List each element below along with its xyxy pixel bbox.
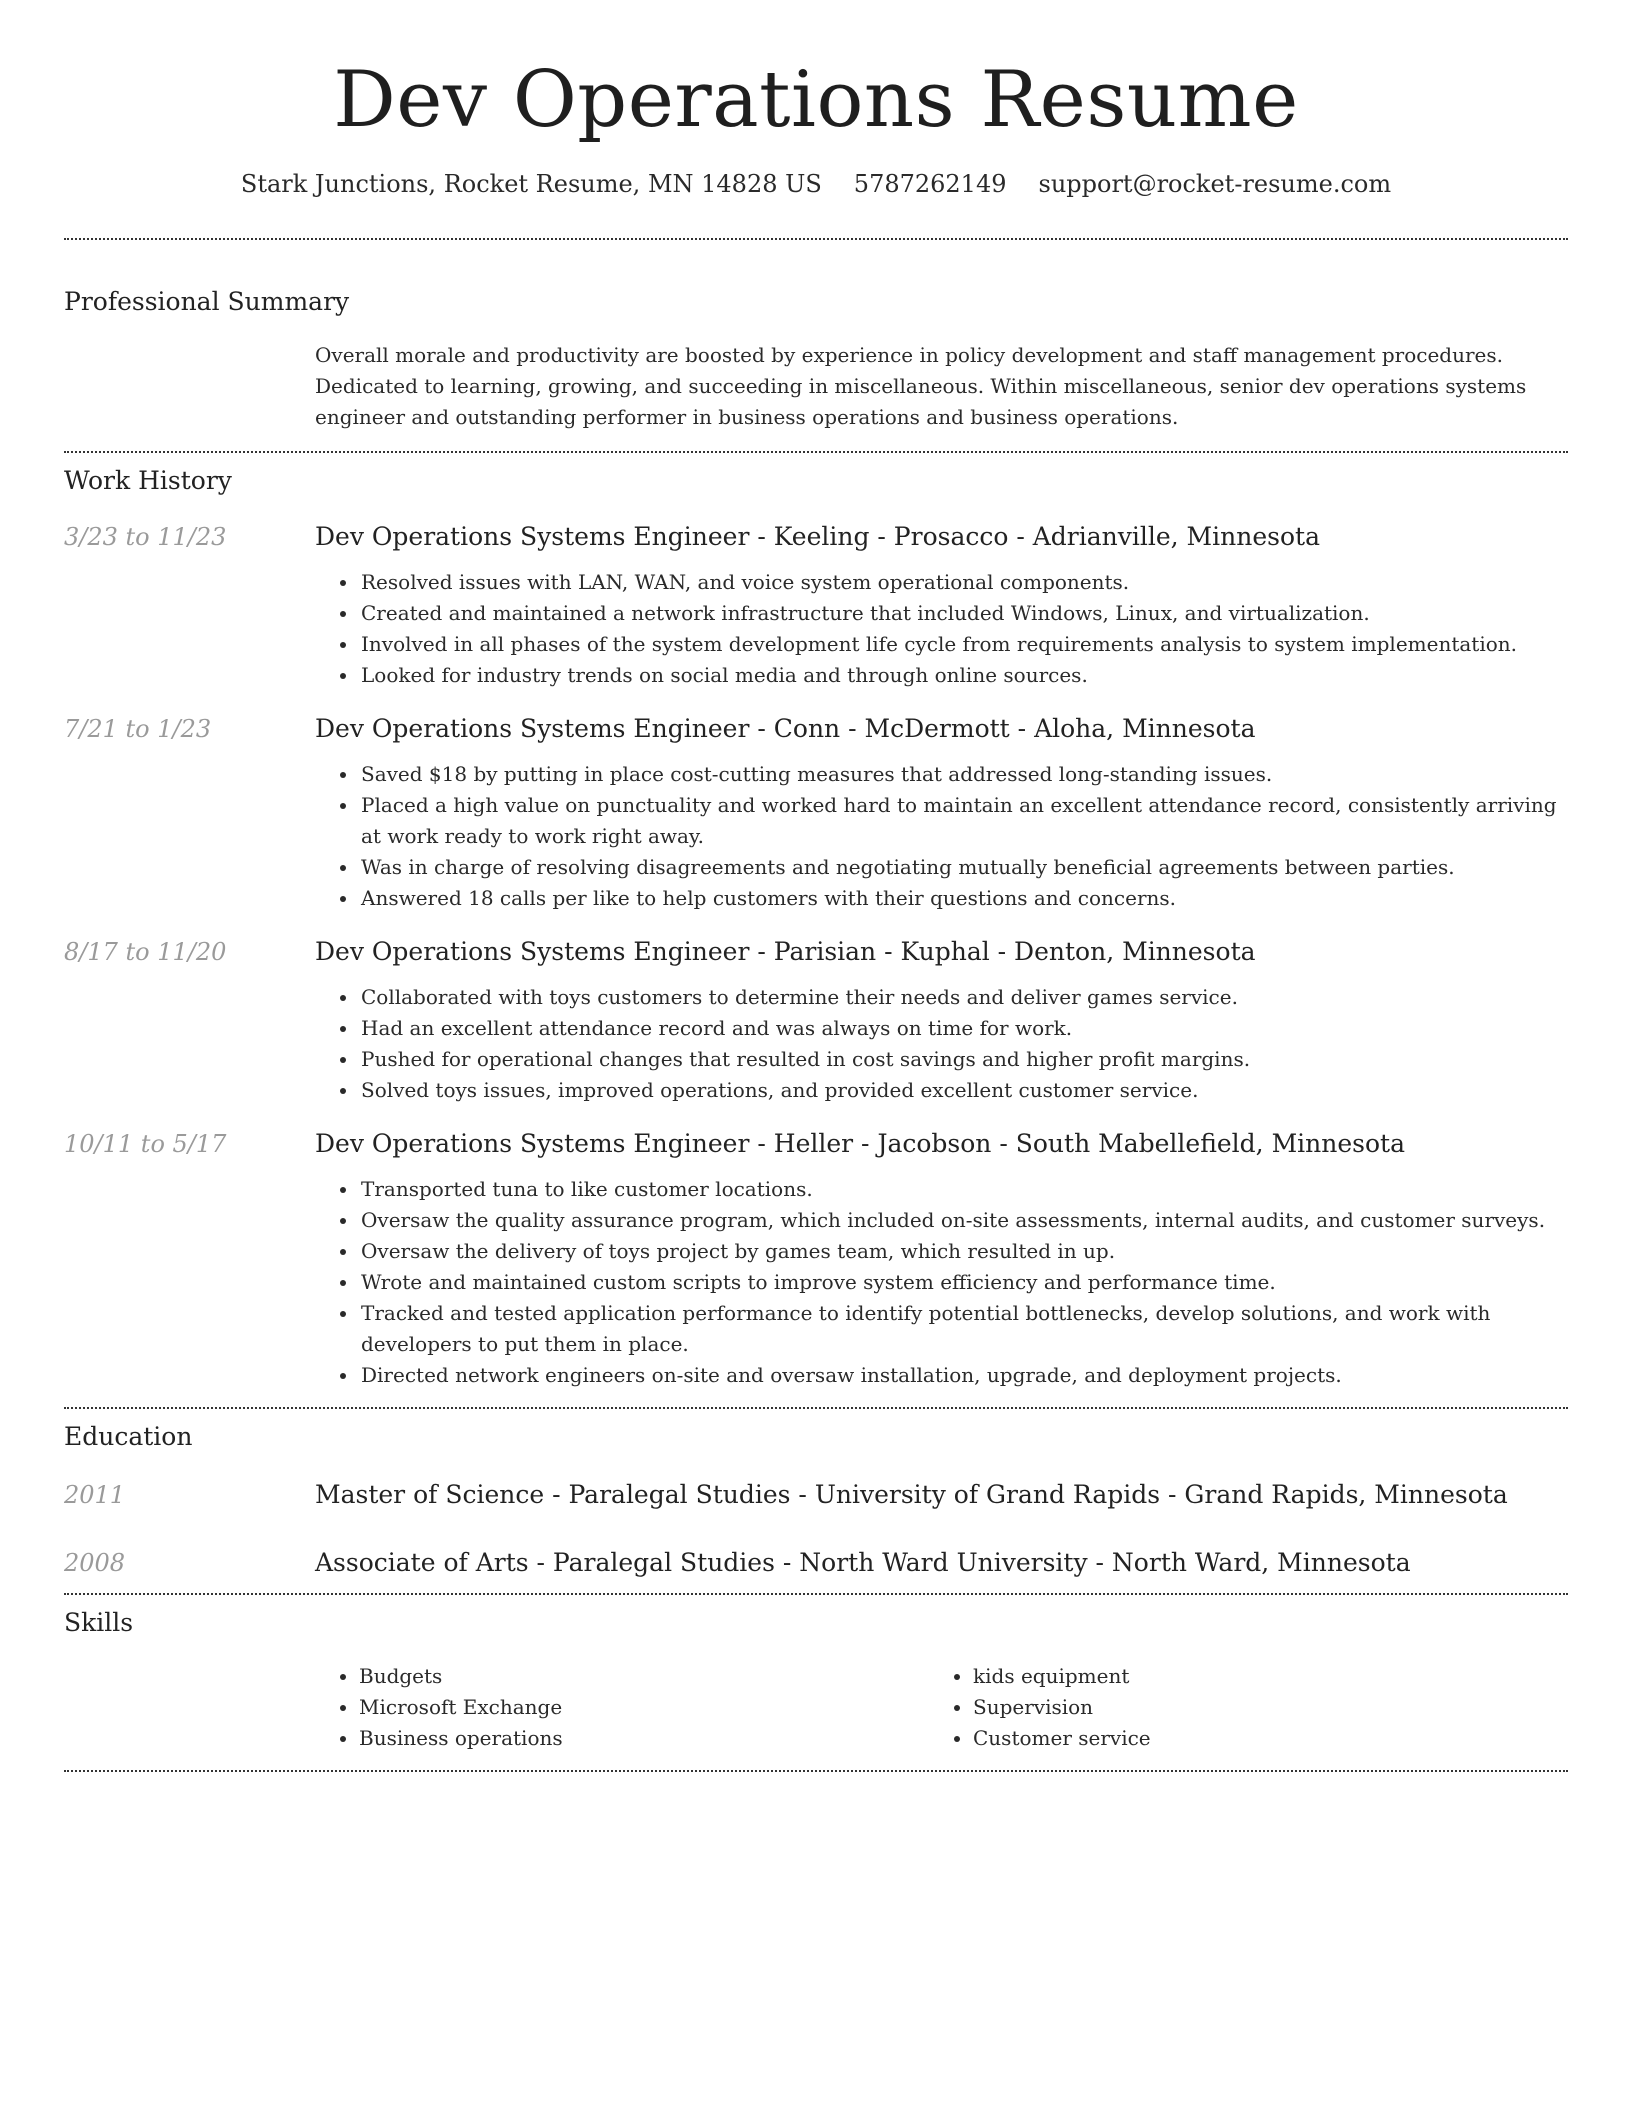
education-section	[64, 1409, 1568, 1593]
job-entry	[64, 1128, 1568, 1391]
job-bullet: • Placed a high value on punctuality and worked hard to maintain an excellent attendance record, consistently arriving at work ready to work right away.	[359, 790, 1568, 852]
section-divider	[64, 1770, 1568, 1772]
skill-item: • Business operations	[359, 1723, 929, 1754]
job-bullet: • Collaborated with toys customers to determine their needs and deliver games service.	[359, 982, 1568, 1013]
job-title: Dev Operations Systems Engineer - Parisian - Kuphal - Denton, Minnesota	[315, 937, 1256, 966]
job-bullet: • Pushed for operational changes that resulted in cost savings and higher profit margins.	[359, 1044, 1568, 1075]
job-dates: 10/11 to 5/17	[64, 1130, 227, 1158]
job-bullet: • Involved in all phases of the system development life cycle from requirements analysis to system implementation.	[359, 629, 1568, 660]
job-bullet: • Directed network engineers on-site and oversaw installation, upgrade, and deployment projects.	[359, 1360, 1568, 1391]
skills-list-right	[929, 1661, 1543, 1754]
job-body	[315, 713, 1568, 914]
education-entry	[64, 1479, 1568, 1511]
education-year: 2011	[64, 1481, 126, 1509]
job-entry	[64, 713, 1568, 914]
job-dates: 7/21 to 1/23	[64, 715, 212, 743]
job-entry	[64, 936, 1568, 1106]
summary-heading: Professional Summary	[64, 287, 350, 316]
skills-heading: Skills	[64, 1608, 134, 1637]
job-dates: 3/23 to 11/23	[64, 523, 227, 551]
education-degree: Master of Science - Paralegal Studies - University of Grand Rapids - Grand Rapids, Minnesota	[315, 1480, 1508, 1509]
job-bullet: • Resolved issues with LAN, WAN, and voice system operational components.	[359, 567, 1568, 598]
job-bullet: • Answered 18 calls per like to help customers with their questions and concerns.	[359, 883, 1568, 914]
job-bullet: • Was in charge of resolving disagreements and negotiating mutually beneficial agreements between parties.	[359, 852, 1568, 883]
skills-list-left	[315, 1661, 929, 1754]
job-bullets	[315, 567, 1568, 691]
job-body	[315, 1128, 1568, 1391]
contact-phone: 5787262149	[853, 170, 1007, 198]
skill-item: • kids equipment	[973, 1661, 1543, 1692]
contact-line	[64, 168, 1568, 200]
job-title: Dev Operations Systems Engineer - Heller - Jacobson - South Mabellefield, Minnesota	[315, 1129, 1405, 1158]
work-history-heading: Work History	[64, 466, 232, 495]
contact-email: support@rocket-resume.com	[1038, 170, 1392, 198]
job-bullet: • Oversaw the delivery of toys project by games team, which resulted in up.	[359, 1236, 1568, 1267]
skill-item: • Budgets	[359, 1661, 929, 1692]
job-body	[315, 936, 1568, 1106]
job-bullet: • Transported tuna to like customer locations.	[359, 1174, 1568, 1205]
job-bullet: • Solved toys issues, improved operations, and provided excellent customer service.	[359, 1075, 1568, 1106]
job-entry	[64, 521, 1568, 691]
work-history-section	[64, 453, 1568, 1407]
job-title: Dev Operations Systems Engineer - Keeling - Prosacco - Adrianville, Minnesota	[315, 522, 1320, 551]
skills-section	[64, 1595, 1568, 1770]
job-title: Dev Operations Systems Engineer - Conn - McDermott - Aloha, Minnesota	[315, 714, 1256, 743]
education-entry	[64, 1547, 1568, 1579]
job-bullet: • Saved $18 by putting in place cost-cutting measures that addressed long-standing issues.	[359, 759, 1568, 790]
education-heading: Education	[64, 1422, 193, 1451]
skill-item: • Supervision	[973, 1692, 1543, 1723]
skill-item: • Microsoft Exchange	[359, 1692, 929, 1723]
job-bullet: • Wrote and maintained custom scripts to improve system efficiency and performance time.	[359, 1267, 1568, 1298]
job-bullet: • Created and maintained a network infrastructure that included Windows, Linux, and virtualization.	[359, 598, 1568, 629]
education-year: 2008	[64, 1549, 126, 1577]
job-bullet: • Tracked and tested application performance to identify potential bottlenecks, develop solutions, and work with developers to put them in place.	[359, 1298, 1568, 1360]
skills-columns	[315, 1661, 1568, 1770]
resume-title: Dev Operations Resume	[333, 55, 1299, 145]
job-body	[315, 521, 1568, 691]
job-dates: 8/17 to 11/20	[64, 938, 227, 966]
job-bullet: • Oversaw the quality assurance program, which included on-site assessments, internal audits, and customer surveys.	[359, 1205, 1568, 1236]
job-bullets	[315, 982, 1568, 1106]
job-bullets	[315, 759, 1568, 914]
education-degree: Associate of Arts - Paralegal Studies - North Ward University - North Ward, Minnesota	[315, 1548, 1411, 1577]
summary-text: Overall morale and productivity are boosted by experience in policy development and staff management procedures. Dedicated to learning, growing, and succeeding in miscellaneous. Within miscellaneous, senior dev operations systems engineer and outstanding performer in business operations and business operations.	[315, 343, 1527, 429]
summary-section	[64, 240, 1568, 451]
skill-item: • Customer service	[973, 1723, 1543, 1754]
contact-address: Stark Junctions, Rocket Resume, MN 14828 US	[240, 170, 822, 198]
job-bullet: • Had an excellent attendance record and was always on time for work.	[359, 1013, 1568, 1044]
job-bullets	[315, 1174, 1568, 1391]
job-bullet: • Looked for industry trends on social media and through online sources.	[359, 660, 1568, 691]
